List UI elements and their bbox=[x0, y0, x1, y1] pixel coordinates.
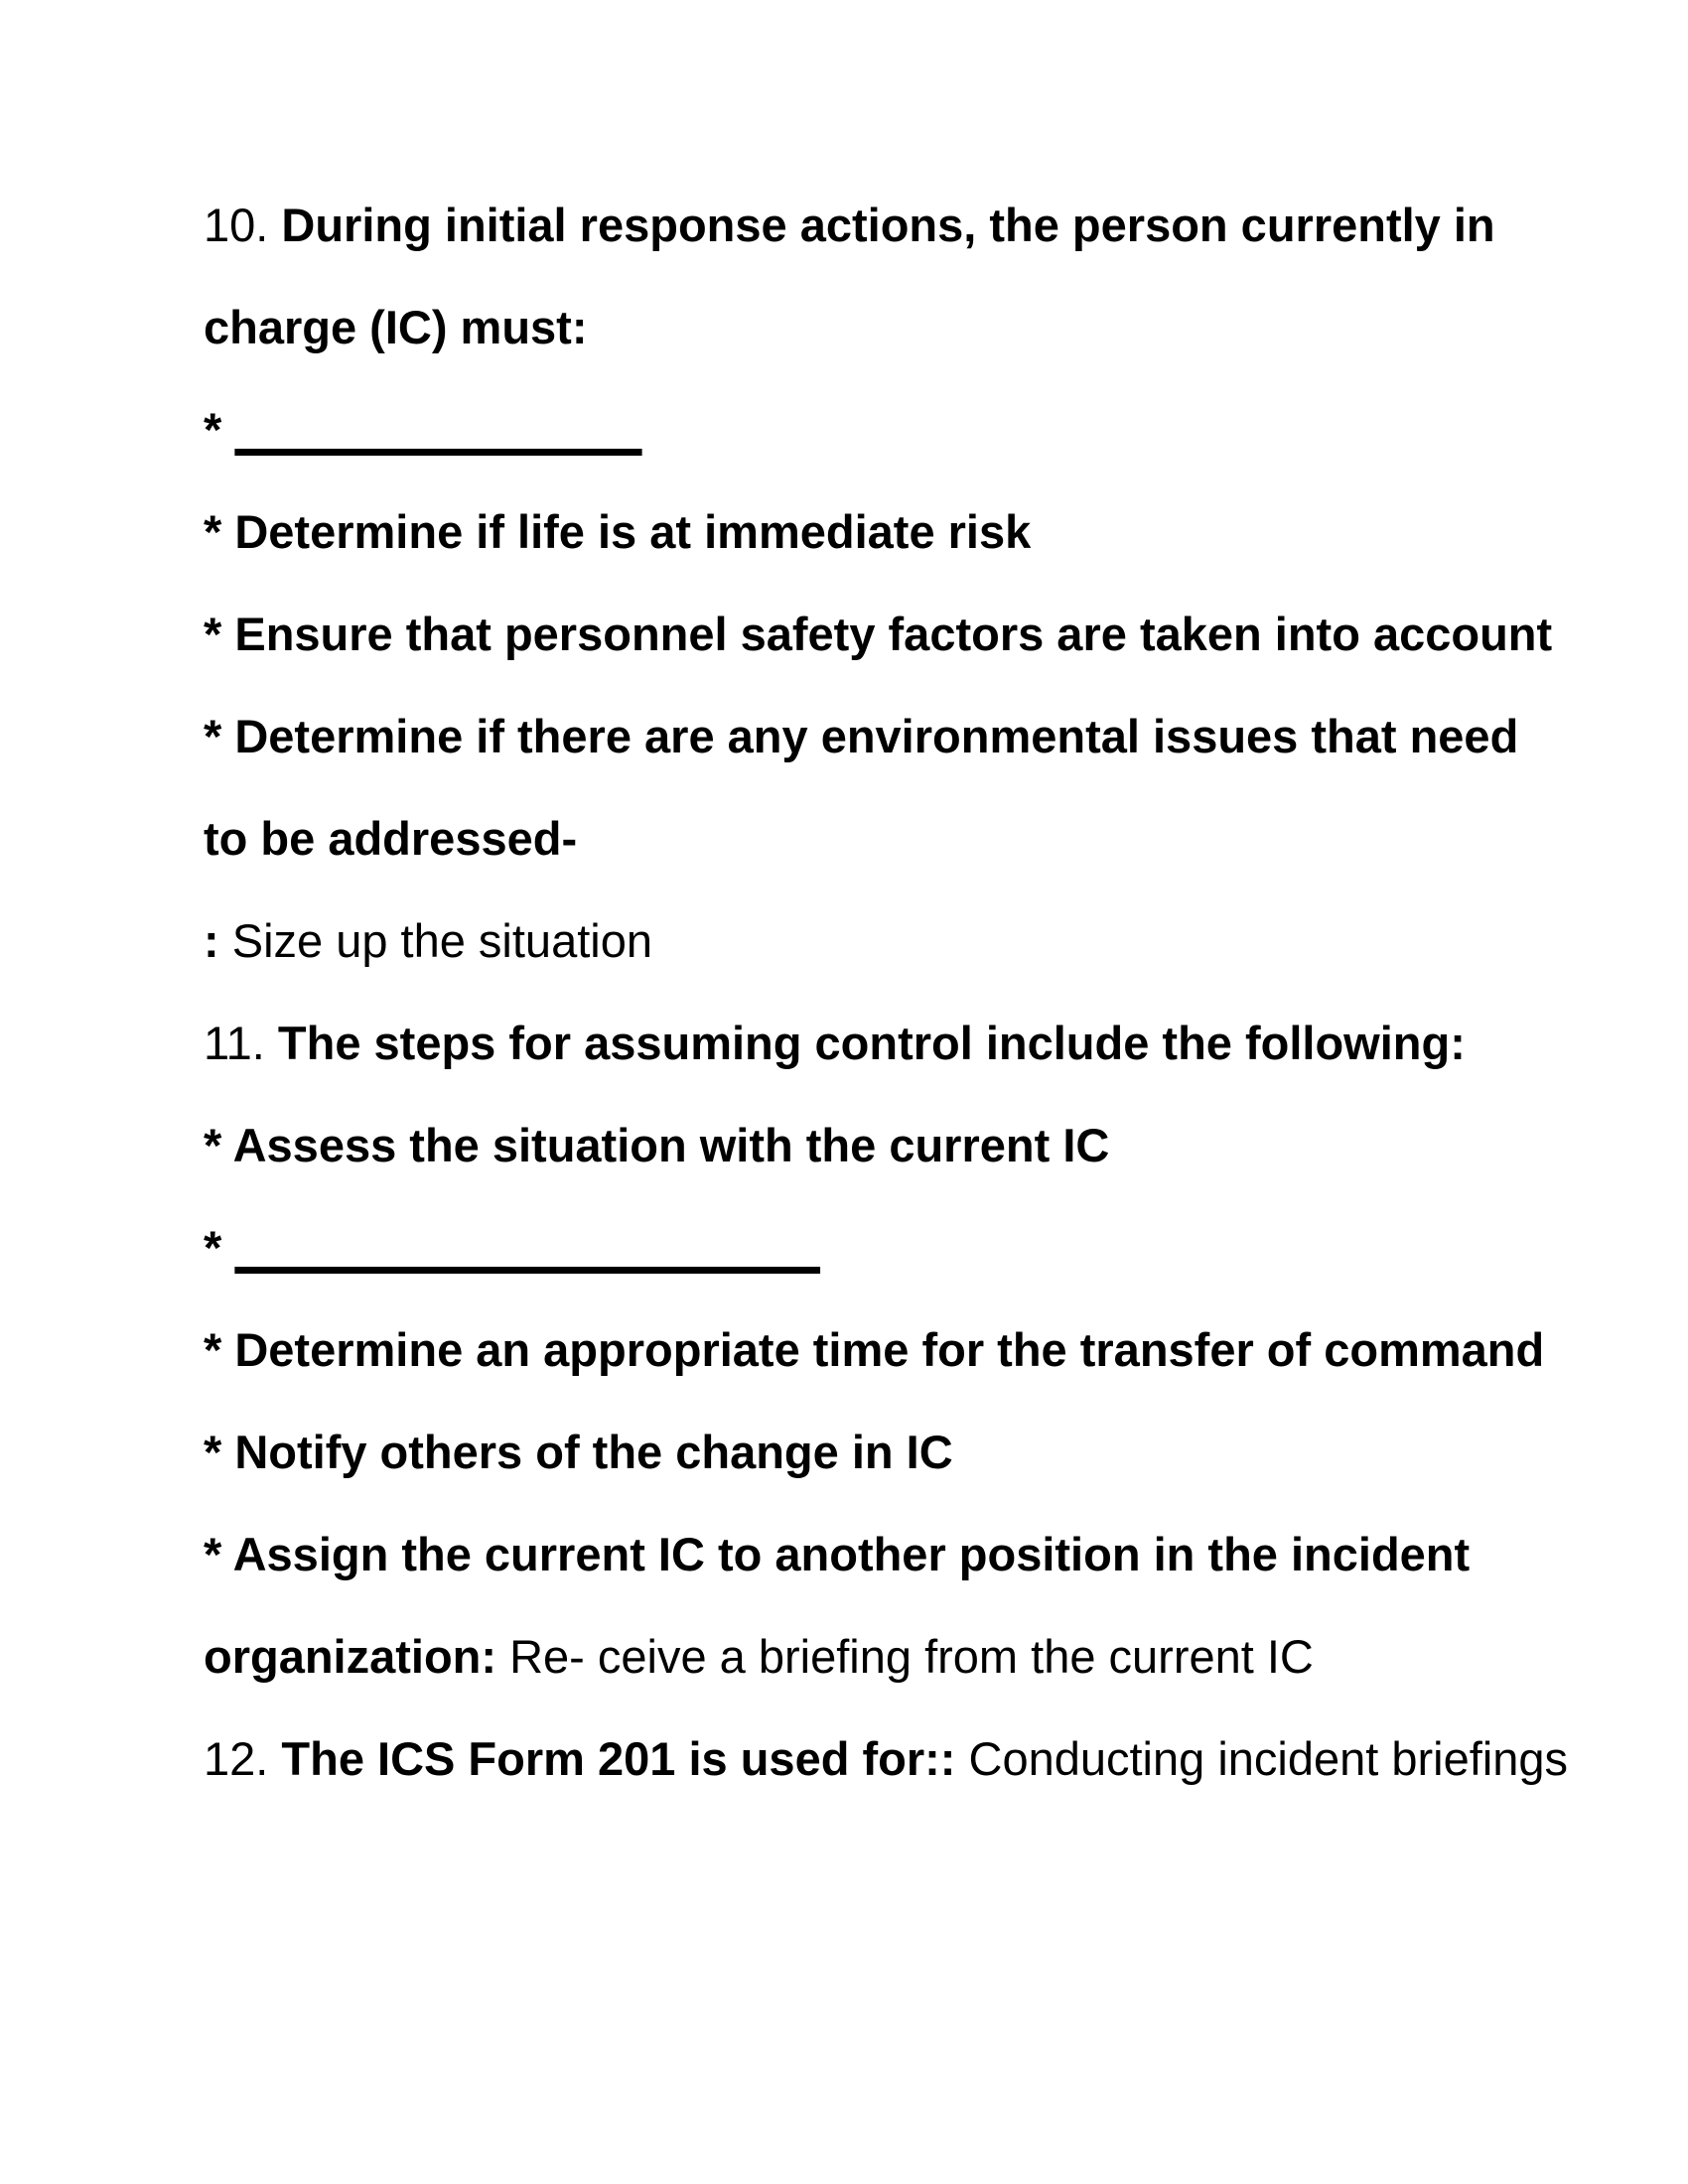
option-environmental-issues-line-2 bbox=[204, 787, 1568, 889]
option-transfer-time bbox=[204, 1298, 1568, 1401]
question-text: The ICS Form 201 is used for:: bbox=[281, 1732, 956, 1785]
question-12-with-answer bbox=[204, 1707, 1568, 1810]
answer-colon: : bbox=[204, 914, 219, 967]
question-10-line-2 bbox=[204, 276, 1568, 378]
option-text: to be addressed- bbox=[204, 812, 578, 865]
option-notify-others bbox=[204, 1401, 1568, 1503]
option-text: * Assign the current IC to another position in the incident bbox=[204, 1528, 1471, 1580]
option-assign-current-ic-line-1 bbox=[204, 1503, 1568, 1605]
question-number: 11. bbox=[204, 1017, 278, 1069]
document-body bbox=[204, 174, 1568, 1810]
question-text: During initial response actions, the person currently in bbox=[281, 199, 1495, 251]
answer-text: Conducting incident briefings bbox=[955, 1732, 1569, 1785]
bullet-asterisk: * bbox=[204, 1221, 235, 1274]
answer-11 bbox=[204, 1605, 1568, 1707]
option-text: * Determine if life is at immediate risk bbox=[204, 505, 1032, 558]
option-text: * Determine an appropriate time for the transfer of command bbox=[204, 1323, 1545, 1376]
option-assess-situation bbox=[204, 1094, 1568, 1196]
answer-text: Size up the situation bbox=[218, 914, 652, 967]
option-determine-life-risk bbox=[204, 480, 1568, 583]
option-text: * Assess the situation with the current IC bbox=[204, 1119, 1110, 1171]
answer-blank-line-2 bbox=[204, 1196, 1568, 1298]
question-text: The steps for assuming control include the following: bbox=[277, 1017, 1466, 1069]
option-environmental-issues-line-1 bbox=[204, 685, 1568, 787]
question-text: charge (IC) must: bbox=[204, 301, 588, 353]
bullet-asterisk: * bbox=[204, 403, 235, 456]
question-number: 10. bbox=[204, 199, 282, 251]
blank-underline bbox=[234, 1221, 820, 1274]
answer-blank-line-1 bbox=[204, 378, 1568, 480]
answer-10 bbox=[204, 889, 1568, 992]
answer-label: organization: bbox=[204, 1630, 497, 1683]
option-text: * Notify others of the change in IC bbox=[204, 1426, 953, 1478]
option-text: * Determine if there are any environmental issues that need bbox=[204, 710, 1519, 762]
question-11 bbox=[204, 992, 1568, 1094]
question-number: 12. bbox=[204, 1732, 282, 1785]
option-personnel-safety bbox=[204, 583, 1568, 685]
question-10-line-1 bbox=[204, 174, 1568, 276]
option-text: * Ensure that personnel safety factors are taken into account bbox=[204, 608, 1553, 660]
answer-text: Re- ceive a briefing from the current IC bbox=[496, 1630, 1314, 1683]
blank-underline bbox=[234, 403, 641, 456]
